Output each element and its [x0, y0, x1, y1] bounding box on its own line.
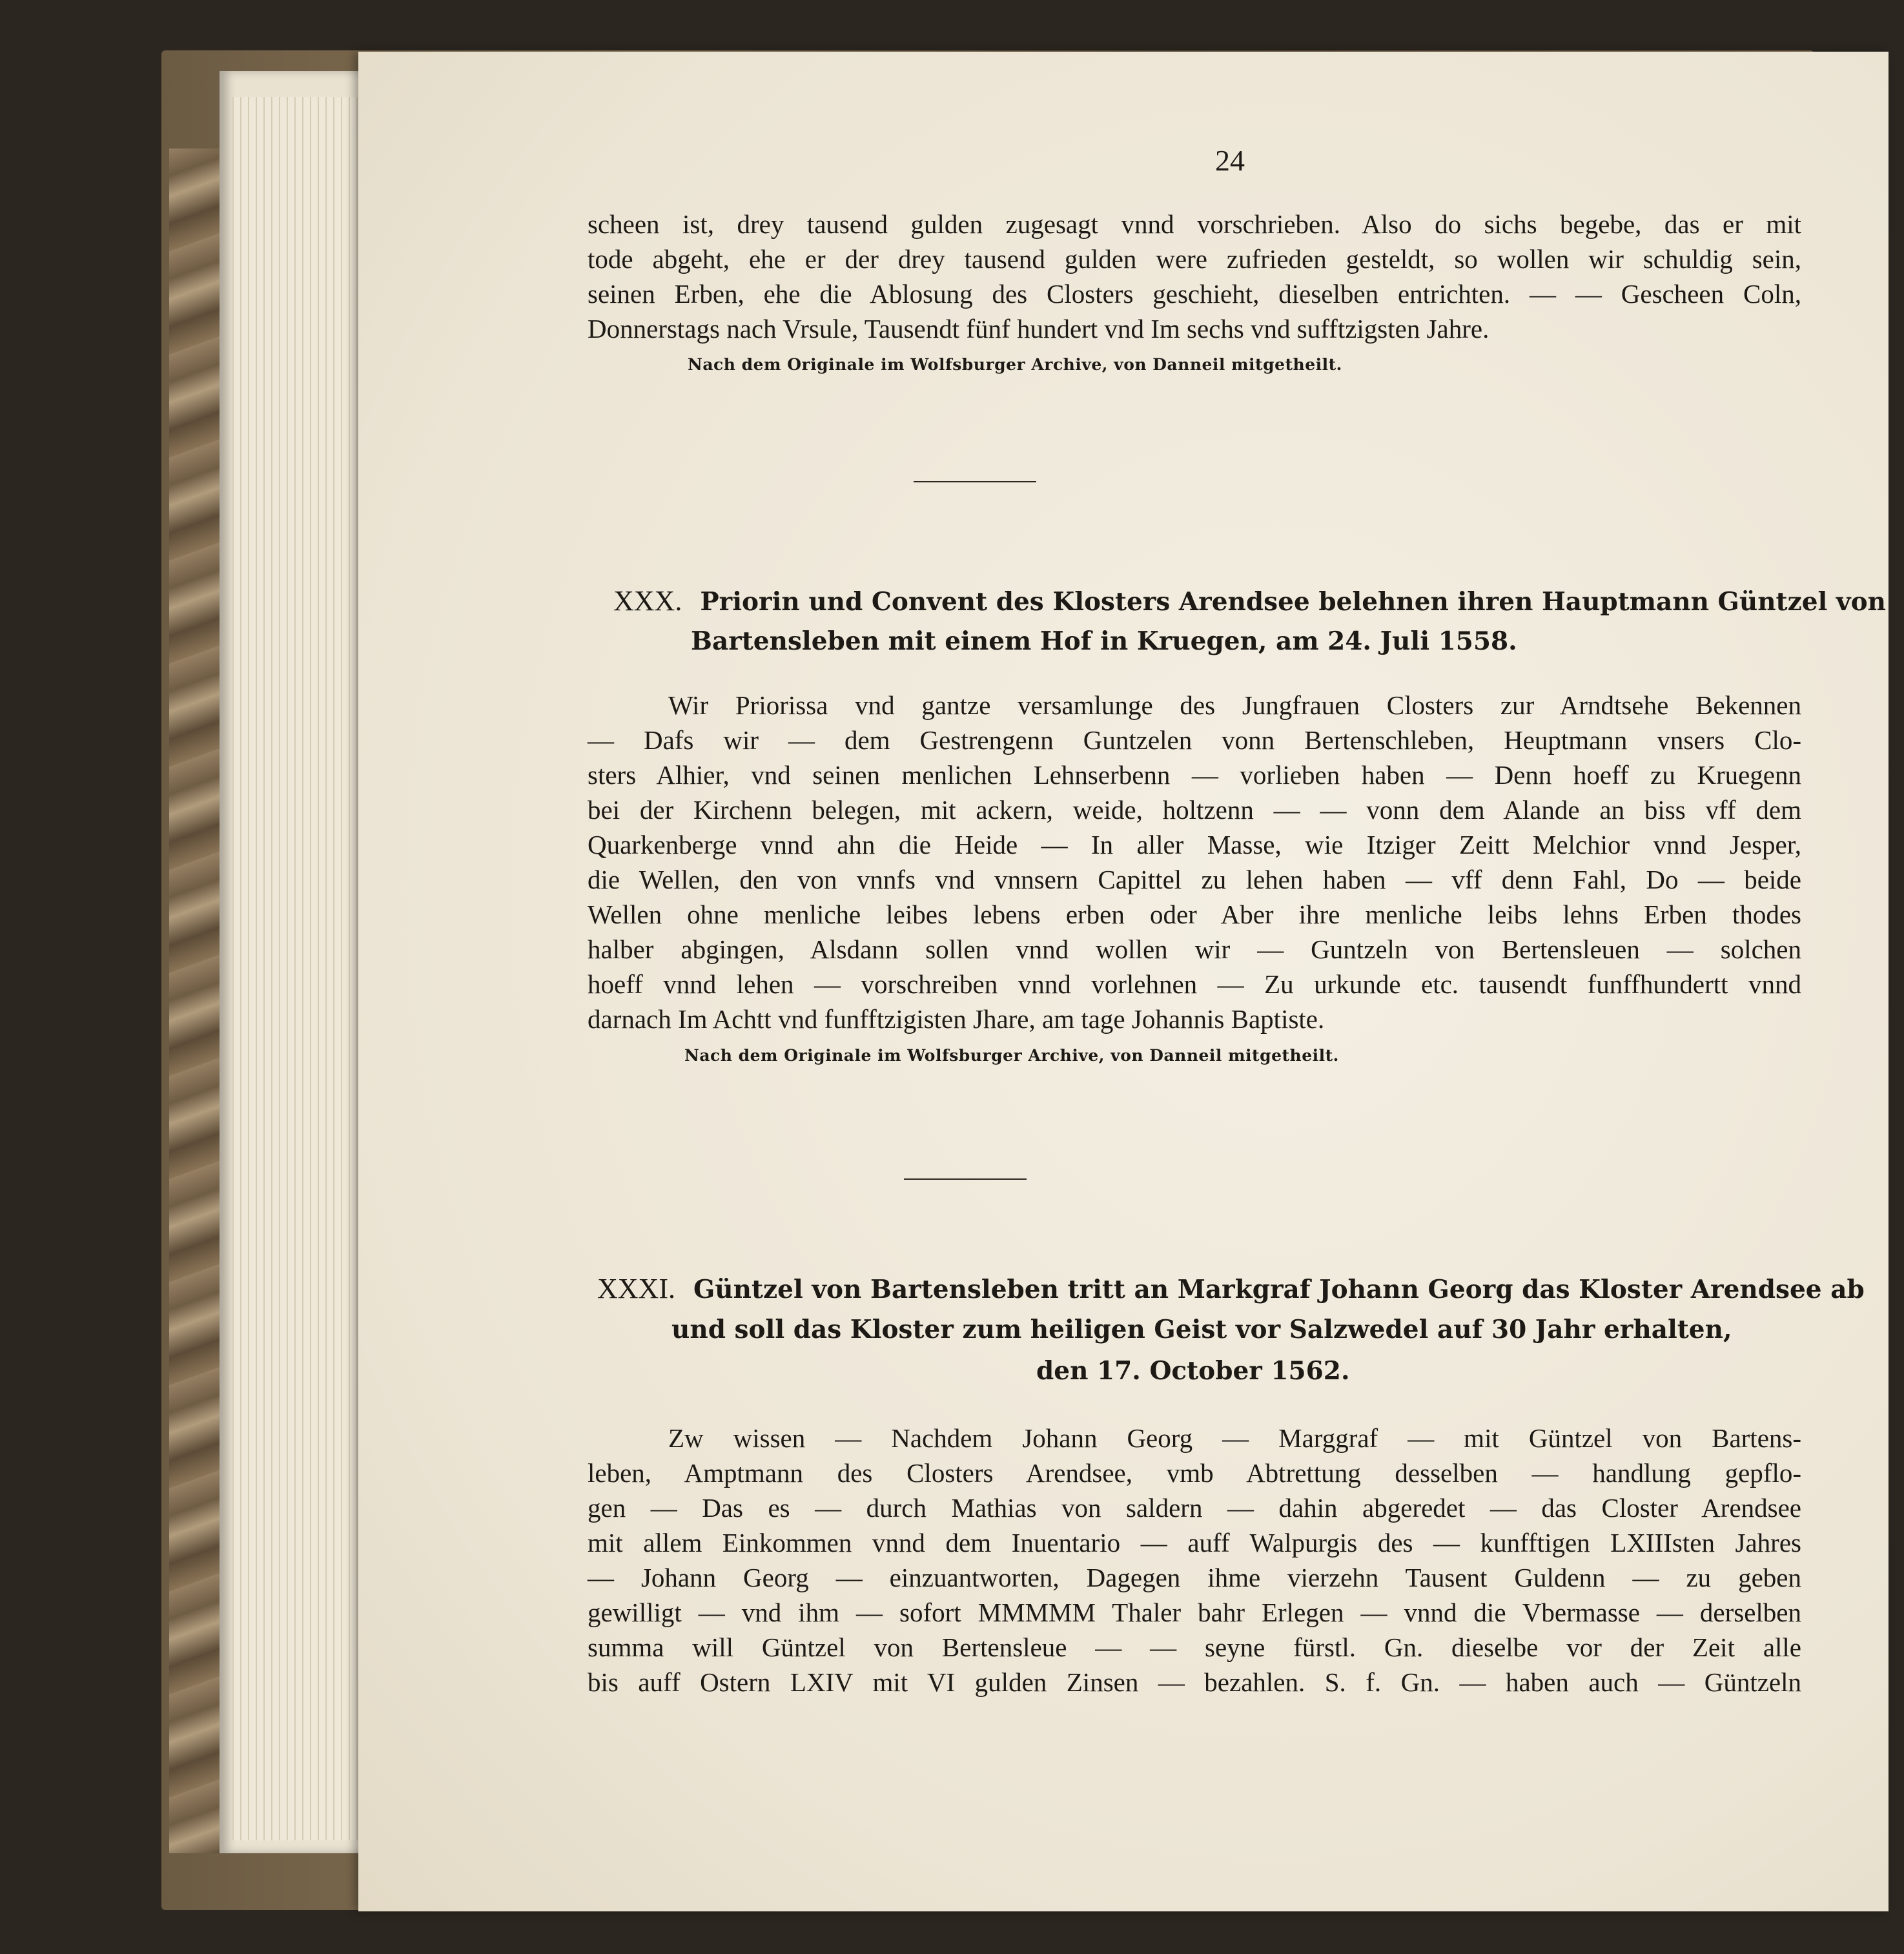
text-line: summa will Güntzel von Bertensleue — — seyne fürstl. Gn. dieselbe vor der Zeit alle: [588, 1632, 1801, 1662]
text-line: — Johann Georg — einzuantworten, Dagegen ihme vierzehn Tausent Guldenn — zu geben: [588, 1563, 1801, 1592]
text-line: darnach Im Achtt vnd funfftzigisten Jhare, am tage Johannis Baptiste.: [588, 1004, 1325, 1034]
text-line: tode abgeht, ehe er der drey tausend gulden were zufrieden gesteldt, so wollen wir schuldig sein,: [588, 244, 1801, 274]
text-line: mit allem Einkommen vnnd dem Inuentario — auff Walpurgis des — kunfftigen LXIIIsten Jahres: [588, 1528, 1801, 1558]
page-number: 24: [1215, 144, 1245, 177]
section-heading-xxxi-line3: den 17. October 1562.: [1036, 1356, 1350, 1386]
text-line: Wir Priorissa vnd gantze versamlunge des Jungfrauen Closters zur Arndtsehe Bekennen: [668, 690, 1801, 720]
text-line: seinen Erben, ehe die Ablosung des Closters geschieht, dieselben entrichten. — — Gescheen Coln,: [588, 279, 1801, 309]
section-divider: [904, 1178, 1027, 1180]
text-line: bis auff Ostern LXIV mit VI gulden Zinsen — bezahlen. S. f. Gn. — haben auch — Güntzeln: [588, 1667, 1801, 1697]
section-numeral: XXX.: [613, 585, 682, 617]
page-edges: [232, 97, 362, 1840]
text-line: leben, Amptmann des Closters Arendsee, vmb Abtrettung desselben — handlung gepflo-: [588, 1458, 1801, 1488]
text-line: hoeff vnnd lehen — vorschreiben vnnd vorlehnen — Zu urkunde etc. tausendt funffhundertt vnnd: [588, 969, 1801, 999]
source-note: Nach dem Originale im Wolfsburger Archive, von Danneil mitgetheilt.: [688, 355, 1342, 374]
text-line: Wellen ohne menliche leibes lebens erben oder Aber ihre menliche leibs lehns Erben thodes: [588, 900, 1801, 929]
section-xxxi-body: [588, 1421, 1801, 1700]
text-line: gen — Das es — durch Mathias von saldern — dahin abgeredet — das Closter Arendsee: [588, 1493, 1801, 1523]
section-heading-xxx: [613, 581, 1886, 622]
text-line: gewilligt — vnd ihm — sofort MMMMM Thaler bahr Erlegen — vnnd die Vbermasse — derselben: [588, 1598, 1801, 1627]
text-line: die Wellen, den von vnnfs vnd vnnsern Capittel zu lehen haben — vff denn Fahl, Do — beide: [588, 865, 1801, 894]
section-heading-xxx-line2: Bartensleben mit einem Hof in Kruegen, am 24. Juli 1558.: [691, 626, 1517, 656]
text-line: Zw wissen — Nachdem Johann Georg — Marggraf — mit Güntzel von Bartens-: [668, 1423, 1801, 1453]
book-page: [358, 52, 1889, 1911]
section-xxx-body: [588, 688, 1801, 1036]
section-divider: [914, 481, 1036, 482]
section-title-line: Priorin und Convent des Klosters Arendsee belehnen ihren Hauptmann Güntzel von: [700, 587, 1886, 617]
text-line: bei der Kirchenn belegen, mit ackern, weide, holtzenn — — vonn dem Alande an biss vff dem: [588, 795, 1801, 825]
text-line: scheen ist, drey tausend gulden zugesagt vnnd vorschrieben. Also do sichs begebe, das er mit: [588, 209, 1801, 239]
section-heading-xxxi: [597, 1269, 1865, 1310]
continuation-paragraph: [588, 207, 1801, 346]
text-line: sters Alhier, vnd seinen menlichen Lehnserbenn — vorlieben haben — Denn hoeff zu Kruegenn: [588, 760, 1801, 790]
text-line: halber abgingen, Alsdann sollen vnnd wollen wir — Guntzeln von Bertensleuen — solchen: [588, 934, 1801, 964]
text-line: — Dafs wir — dem Gestrengenn Guntzelen vonn Bertenschleben, Heuptmann vnsers Clo-: [588, 725, 1801, 755]
text-line: Donnerstags nach Vrsule, Tausendt fünf hundert vnd Im sechs vnd sufftzigsten Jahre.: [588, 314, 1489, 344]
section-title-line: Güntzel von Bartensleben tritt an Markgraf Johann Georg das Kloster Arendsee ab: [693, 1275, 1865, 1304]
text-line: Quarkenberge vnnd ahn die Heide — In aller Masse, wie Itziger Zeitt Melchior vnnd Jesper,: [588, 830, 1801, 859]
marbled-binding: [169, 149, 227, 1853]
source-note: Nach dem Originale im Wolfsburger Archive, von Danneil mitgetheilt.: [684, 1046, 1339, 1065]
section-numeral: XXXI.: [597, 1273, 675, 1304]
section-heading-xxxi-line2: und soll das Kloster zum heiligen Geist vor Salzwedel auf 30 Jahr erhalten,: [671, 1315, 1732, 1344]
